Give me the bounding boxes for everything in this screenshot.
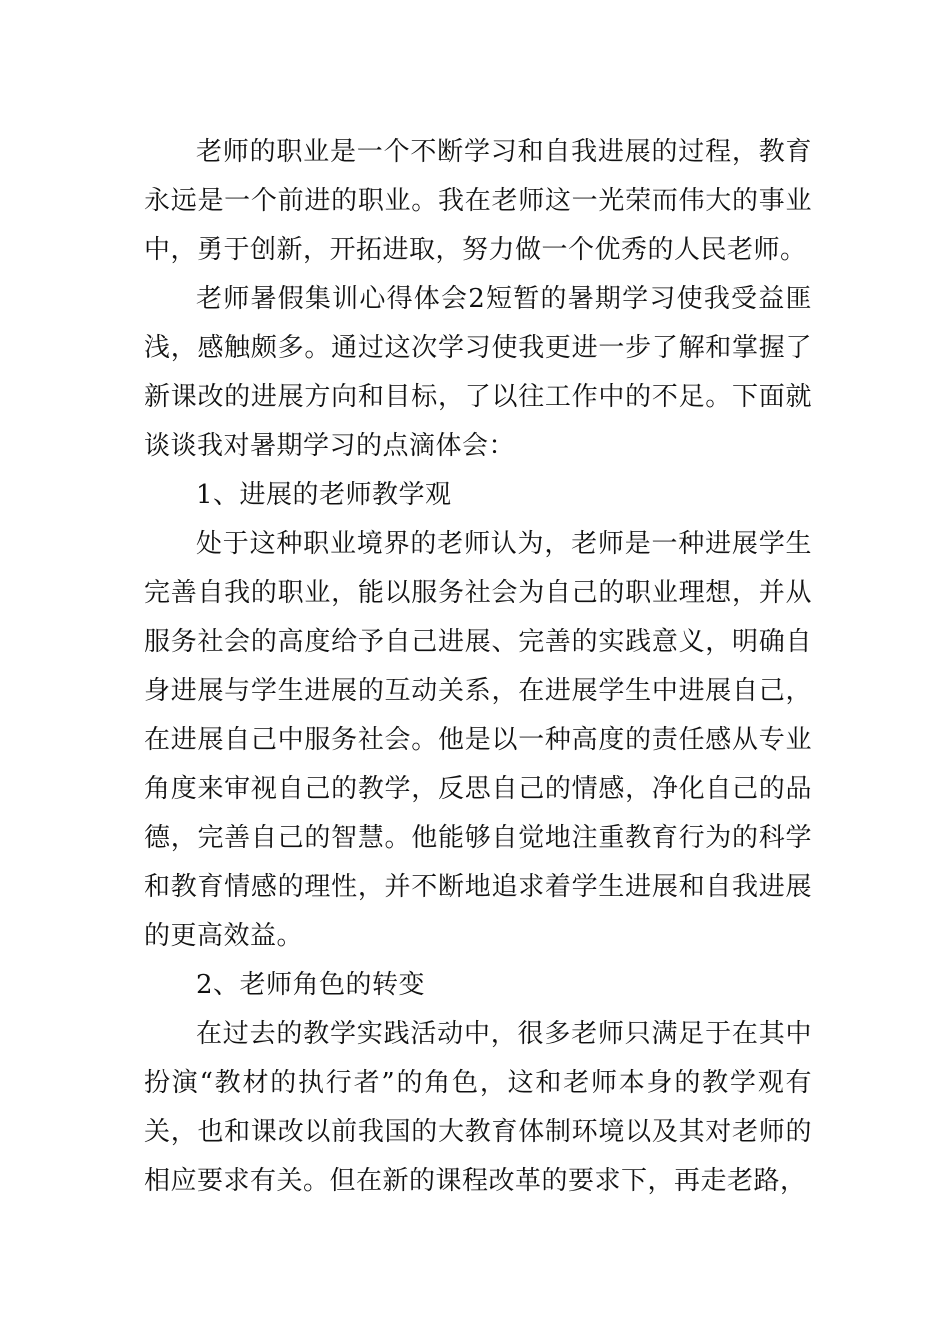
section-heading-2: 2、老师角色的转变 — [196, 970, 426, 1000]
document-body — [144, 128, 812, 1206]
paragraph-section-2: 在过去的教学实践活动中，很多老师只满足于在其中扮演“教材的执行者”的角色，这和老师本身的教学观有关，也和课改以前我国的大教育体制环境以及其对老师的相应要求有关。但在新的课程改革的要求下，再走老路， — [144, 1019, 812, 1196]
paragraph-summer-training: 老师暑假集训心得体会2短暂的暑期学习使我受益匪浅，感触颇多。通过这次学习使我更进一步了解和掌握了新课改的进展方向和目标，了以往工作中的不足。下面就谈谈我对暑期学习的点滴体会： — [144, 284, 812, 461]
section-heading-1: 1、进展的老师教学观 — [196, 480, 452, 510]
paragraph-intro-conclusion: 老师的职业是一个不断学习和自我进展的过程，教育永远是一个前进的职业。我在老师这一光荣而伟大的事业中，勇于创新，开拓进取，努力做一个优秀的人民老师。 — [144, 137, 812, 265]
paragraph-section-1: 处于这种职业境界的老师认为，老师是一种进展学生完善自我的职业，能以服务社会为自己的职业理想，并从服务社会的高度给予自己进展、完善的实践意义，明确自身进展与学生进展的互动关系，在进展学生中进展自己，在进展自己中服务社会。他是以一种高度的责任感从专业角度来审视自己的教学，反思自己的情感，净化自己的品德，完善自己的智慧。他能够自觉地注重教育行为的科学和教育情感的理性，并不断地追求着学生进展和自我进展的更高效益。 — [144, 529, 812, 951]
